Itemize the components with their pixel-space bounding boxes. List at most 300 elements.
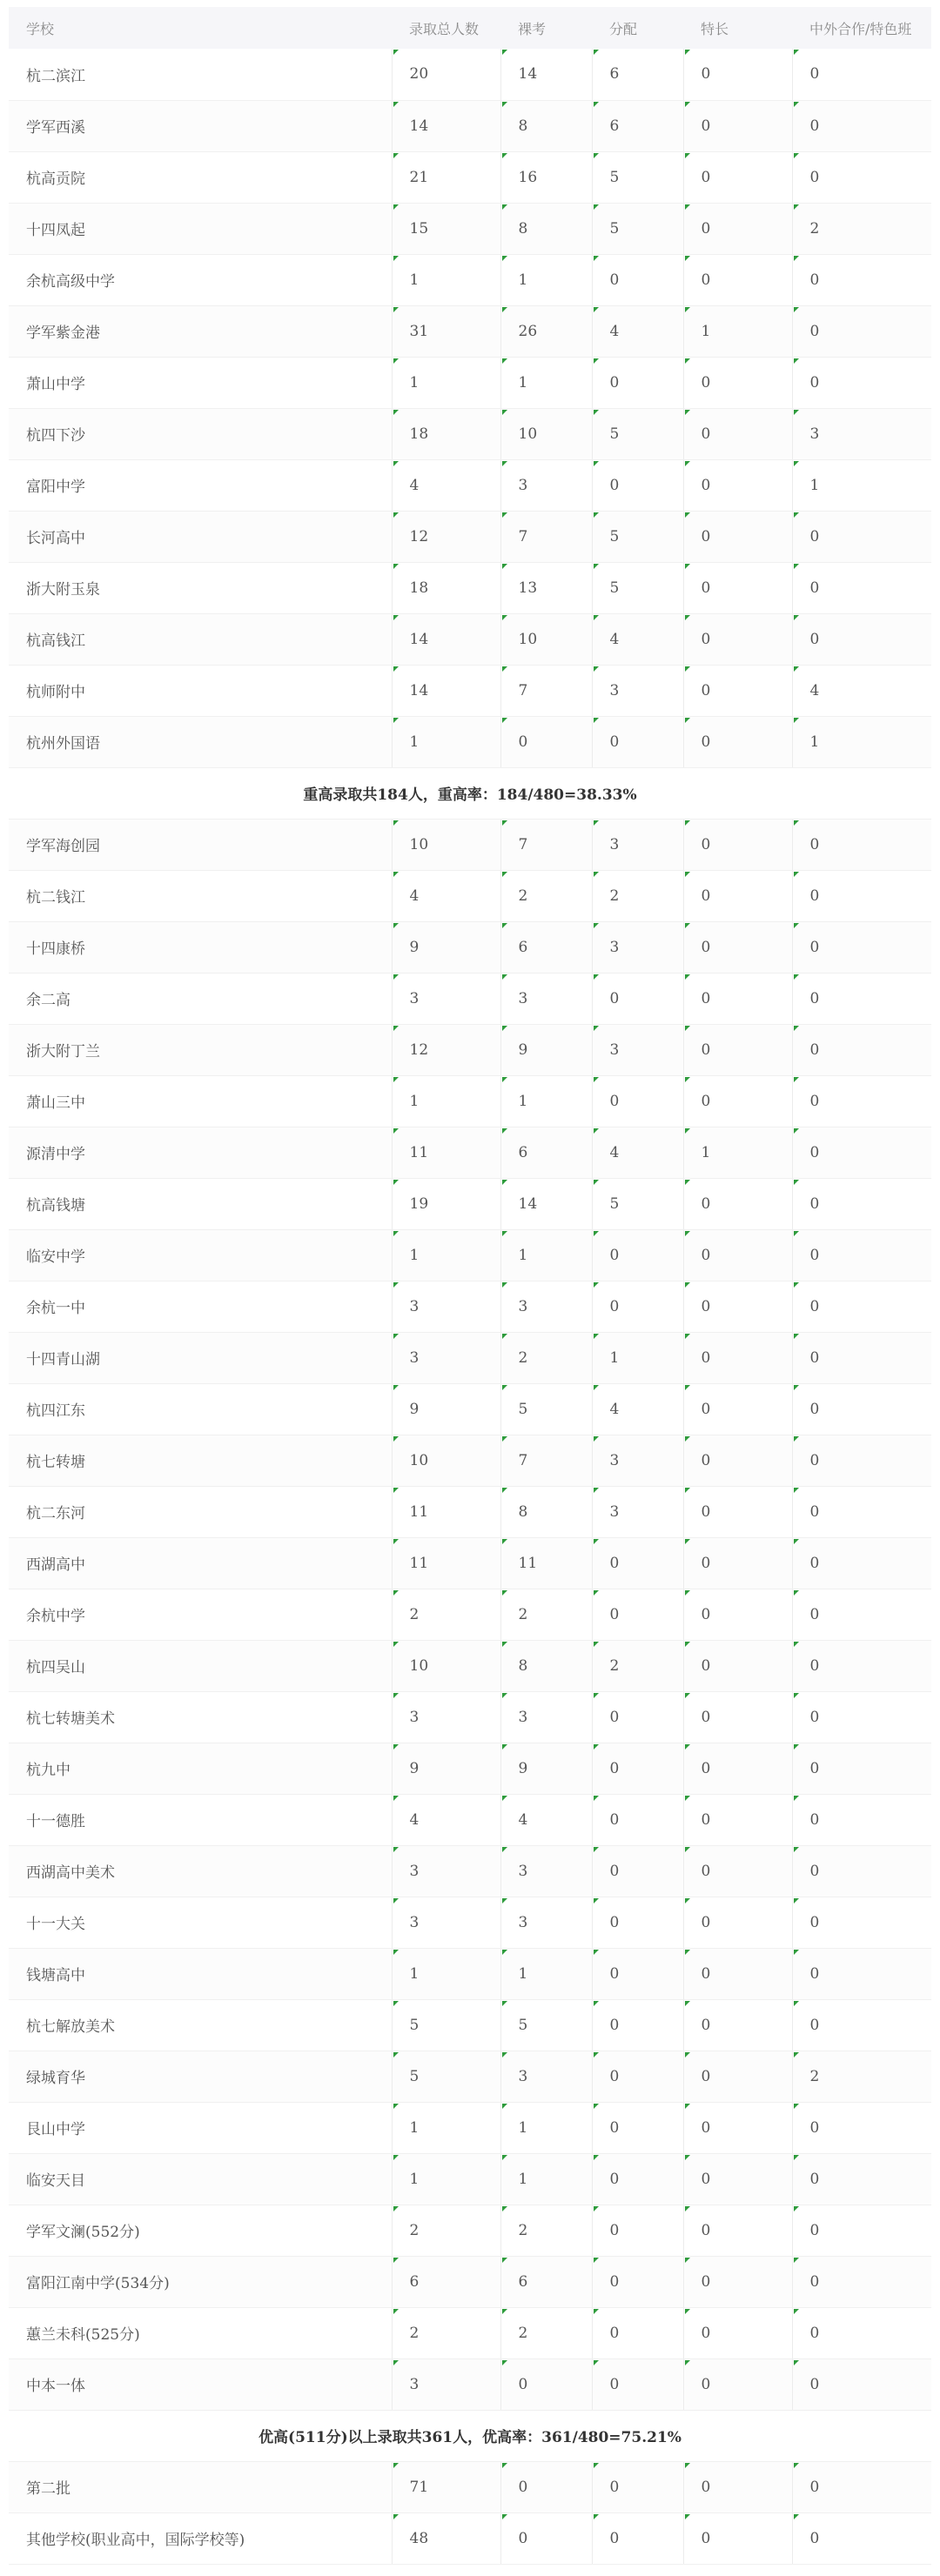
header-row — [9, 7, 931, 49]
cell-specialty: 0 — [683, 1589, 792, 1640]
cell-special-class: 0 — [792, 1075, 931, 1127]
cell-allocation: 5 — [592, 203, 683, 254]
cell-total: 9 — [392, 1383, 500, 1435]
table-row — [9, 870, 931, 921]
cell-allocation: 5 — [592, 408, 683, 459]
cell-specialty: 0 — [683, 2359, 792, 2410]
cell-exam: 7 — [500, 511, 592, 562]
cell-special-class: 0 — [792, 1537, 931, 1589]
cell-special-class: 0 — [792, 2153, 931, 2205]
cell-special-class: 0 — [792, 562, 931, 613]
cell-school: 浙大附玉泉 — [9, 562, 392, 613]
cell-allocation: 0 — [592, 1794, 683, 1845]
cell-allocation: 6 — [592, 49, 683, 100]
cell-specialty: 0 — [683, 1486, 792, 1537]
cell-allocation: 0 — [592, 459, 683, 511]
cell-exam: 3 — [500, 2051, 592, 2102]
cell-special-class: 0 — [792, 1897, 931, 1948]
cell-allocation: 0 — [592, 2512, 683, 2564]
cell-specialty: 0 — [683, 973, 792, 1024]
table-row — [9, 1281, 931, 1332]
cell-special-class: 0 — [792, 49, 931, 100]
cell-allocation: 0 — [592, 973, 683, 1024]
cell-total: 6 — [392, 2256, 500, 2307]
cell-school: 十四青山湖 — [9, 1332, 392, 1383]
cell-total: 10 — [392, 1435, 500, 1486]
cell-allocation: 0 — [592, 1589, 683, 1640]
cell-special-class: 0 — [792, 305, 931, 357]
cell-school: 余杭中学 — [9, 1589, 392, 1640]
cell-special-class: 0 — [792, 2359, 931, 2410]
cell-exam: 0 — [500, 2512, 592, 2564]
table-row — [9, 819, 931, 870]
cell-exam: 3 — [500, 459, 592, 511]
cell-allocation: 5 — [592, 562, 683, 613]
cell-school: 杭州外国语 — [9, 716, 392, 767]
table-row — [9, 459, 931, 511]
cell-total: 3 — [392, 2359, 500, 2410]
table-row — [9, 305, 931, 357]
cell-school: 萧山中学 — [9, 357, 392, 408]
cell-total: 31 — [392, 305, 500, 357]
cell-total: 12 — [392, 1024, 500, 1075]
cell-allocation: 0 — [592, 1948, 683, 1999]
cell-total: 4 — [392, 459, 500, 511]
cell-special-class: 0 — [792, 1640, 931, 1691]
cell-allocation: 5 — [592, 151, 683, 203]
cell-exam: 2 — [500, 2307, 592, 2359]
cell-school: 富阳江南中学(534分) — [9, 2256, 392, 2307]
table-row — [9, 357, 931, 408]
cell-specialty: 0 — [683, 100, 792, 151]
cell-specialty: 0 — [683, 1948, 792, 1999]
cell-specialty: 0 — [683, 665, 792, 716]
cell-specialty: 0 — [683, 1435, 792, 1486]
cell-exam: 11 — [500, 1537, 592, 1589]
header-school: 学校 — [26, 20, 55, 37]
cell-exam: 7 — [500, 819, 592, 870]
cell-allocation: 5 — [592, 1178, 683, 1229]
cell-allocation: 0 — [592, 2153, 683, 2205]
cell-school: 其他学校(职业高中，国际学校等) — [9, 2512, 392, 2564]
cell-special-class: 0 — [792, 1743, 931, 1794]
table-row — [9, 1640, 931, 1691]
cell-exam: 0 — [500, 2359, 592, 2410]
table-row — [9, 1743, 931, 1794]
table-row — [9, 151, 931, 203]
cell-school: 富阳中学 — [9, 459, 392, 511]
cell-allocation: 6 — [592, 100, 683, 151]
cell-exam: 8 — [500, 1486, 592, 1537]
cell-special-class: 0 — [792, 613, 931, 665]
cell-school: 余杭高级中学 — [9, 254, 392, 305]
cell-exam: 3 — [500, 1845, 592, 1897]
cell-total: 48 — [392, 2512, 500, 2564]
cell-exam: 5 — [500, 1999, 592, 2051]
cell-specialty: 0 — [683, 203, 792, 254]
cell-allocation: 0 — [592, 1897, 683, 1948]
cell-total: 2 — [392, 2205, 500, 2256]
cell-exam: 1 — [500, 1075, 592, 1127]
summary-row — [9, 767, 931, 819]
summary-text: 优高(511分)以上录取共361人，优高率：361/480=75.21% — [9, 2410, 931, 2461]
cell-special-class: 0 — [792, 357, 931, 408]
table-row — [9, 1691, 931, 1743]
cell-total: 2 — [392, 2307, 500, 2359]
cell-specialty: 0 — [683, 2102, 792, 2153]
cell-exam: 1 — [500, 1948, 592, 1999]
cell-allocation: 3 — [592, 1486, 683, 1537]
cell-allocation: 4 — [592, 613, 683, 665]
cell-specialty: 1 — [683, 1127, 792, 1178]
cell-total: 1 — [392, 2153, 500, 2205]
cell-school: 十一德胜 — [9, 1794, 392, 1845]
summary-text: 重高录取共184人，重高率：184/480=38.33% — [9, 767, 931, 819]
cell-exam: 10 — [500, 613, 592, 665]
cell-allocation: 0 — [592, 2359, 683, 2410]
cell-specialty: 0 — [683, 1075, 792, 1127]
cell-exam: 8 — [500, 1640, 592, 1691]
cell-total: 10 — [392, 1640, 500, 1691]
cell-specialty: 0 — [683, 2512, 792, 2564]
cell-allocation: 0 — [592, 2205, 683, 2256]
table-row — [9, 1794, 931, 1845]
cell-specialty: 0 — [683, 1845, 792, 1897]
cell-exam: 3 — [500, 1897, 592, 1948]
cell-special-class: 0 — [792, 1948, 931, 1999]
cell-total: 14 — [392, 665, 500, 716]
cell-special-class: 0 — [792, 1332, 931, 1383]
table-row — [9, 665, 931, 716]
cell-exam: 9 — [500, 1743, 592, 1794]
cell-allocation: 0 — [592, 357, 683, 408]
cell-school: 蕙兰未科(525分) — [9, 2307, 392, 2359]
cell-exam: 0 — [500, 716, 592, 767]
cell-school: 杭七转塘美术 — [9, 1691, 392, 1743]
table-row — [9, 921, 931, 973]
cell-special-class: 0 — [792, 1281, 931, 1332]
cell-special-class: 0 — [792, 1794, 931, 1845]
table-row — [9, 2359, 931, 2410]
cell-allocation: 0 — [592, 1537, 683, 1589]
cell-allocation: 0 — [592, 1743, 683, 1794]
cell-specialty: 0 — [683, 716, 792, 767]
cell-school: 杭七解放美术 — [9, 1999, 392, 2051]
table-row — [9, 2051, 931, 2102]
cell-specialty: 0 — [683, 921, 792, 973]
cell-total: 11 — [392, 1127, 500, 1178]
cell-school: 第二批 — [9, 2461, 392, 2512]
cell-allocation: 0 — [592, 1281, 683, 1332]
cell-total: 12 — [392, 511, 500, 562]
cell-school: 中本一体 — [9, 2359, 392, 2410]
cell-specialty: 0 — [683, 2256, 792, 2307]
cell-school: 余二高 — [9, 973, 392, 1024]
cell-special-class: 0 — [792, 1178, 931, 1229]
cell-total: 71 — [392, 2461, 500, 2512]
cell-allocation: 0 — [592, 254, 683, 305]
cell-special-class: 0 — [792, 2461, 931, 2512]
cell-exam: 6 — [500, 921, 592, 973]
cell-school: 学军海创园 — [9, 819, 392, 870]
cell-school: 学军文澜(552分) — [9, 2205, 392, 2256]
cell-specialty: 0 — [683, 613, 792, 665]
cell-total: 18 — [392, 408, 500, 459]
cell-specialty: 0 — [683, 1178, 792, 1229]
cell-specialty: 0 — [683, 1743, 792, 1794]
cell-exam: 2 — [500, 1589, 592, 1640]
cell-allocation: 5 — [592, 511, 683, 562]
cell-specialty: 0 — [683, 1332, 792, 1383]
cell-allocation: 0 — [592, 1691, 683, 1743]
cell-specialty: 0 — [683, 562, 792, 613]
cell-total: 11 — [392, 1537, 500, 1589]
cell-exam: 7 — [500, 665, 592, 716]
cell-school: 十一大关 — [9, 1897, 392, 1948]
cell-allocation: 0 — [592, 2051, 683, 2102]
cell-school: 余杭一中 — [9, 1281, 392, 1332]
cell-specialty: 0 — [683, 49, 792, 100]
table-row — [9, 1075, 931, 1127]
cell-school: 艮山中学 — [9, 2102, 392, 2153]
cell-specialty: 0 — [683, 1897, 792, 1948]
cell-special-class: 0 — [792, 2307, 931, 2359]
table-row — [9, 1435, 931, 1486]
cell-specialty: 0 — [683, 2307, 792, 2359]
cell-special-class: 0 — [792, 511, 931, 562]
cell-allocation: 0 — [592, 2102, 683, 2153]
cell-allocation: 3 — [592, 665, 683, 716]
cell-total: 3 — [392, 1332, 500, 1383]
cell-total: 3 — [392, 1281, 500, 1332]
table-row — [9, 2512, 931, 2564]
cell-total: 1 — [392, 1075, 500, 1127]
cell-exam: 8 — [500, 203, 592, 254]
table-row — [9, 613, 931, 665]
cell-special-class: 0 — [792, 1845, 931, 1897]
cell-total: 4 — [392, 1794, 500, 1845]
cell-exam: 6 — [500, 2256, 592, 2307]
header-total: 录取总人数 — [409, 20, 480, 37]
cell-school: 萧山三中 — [9, 1075, 392, 1127]
cell-specialty: 0 — [683, 357, 792, 408]
table-row — [9, 2102, 931, 2153]
cell-school: 学军西溪 — [9, 100, 392, 151]
cell-special-class: 0 — [792, 254, 931, 305]
cell-specialty: 0 — [683, 1537, 792, 1589]
cell-school: 杭四江东 — [9, 1383, 392, 1435]
cell-specialty: 0 — [683, 1640, 792, 1691]
cell-school: 杭高钱江 — [9, 613, 392, 665]
cell-exam: 2 — [500, 1332, 592, 1383]
cell-allocation: 1 — [592, 1332, 683, 1383]
cell-total: 14 — [392, 100, 500, 151]
cell-school: 长河高中 — [9, 511, 392, 562]
cell-allocation: 0 — [592, 716, 683, 767]
cell-total: 11 — [392, 1486, 500, 1537]
cell-allocation: 4 — [592, 1383, 683, 1435]
table-row — [9, 1999, 931, 2051]
cell-school: 源清中学 — [9, 1127, 392, 1178]
cell-allocation: 3 — [592, 921, 683, 973]
cell-school: 杭高贡院 — [9, 151, 392, 203]
cell-special-class: 0 — [792, 1435, 931, 1486]
cell-exam: 26 — [500, 305, 592, 357]
table-header — [9, 7, 931, 49]
table-row — [9, 1589, 931, 1640]
cell-special-class: 0 — [792, 819, 931, 870]
header-allocation: 分配 — [609, 20, 638, 37]
cell-total: 9 — [392, 1743, 500, 1794]
table-row — [9, 716, 931, 767]
cell-special-class: 0 — [792, 2205, 931, 2256]
cell-total: 9 — [392, 921, 500, 973]
cell-school: 十四康桥 — [9, 921, 392, 973]
cell-exam: 1 — [500, 254, 592, 305]
cell-allocation: 0 — [592, 1075, 683, 1127]
cell-school: 临安中学 — [9, 1229, 392, 1281]
cell-total: 14 — [392, 613, 500, 665]
table-row — [9, 1537, 931, 1589]
cell-special-class: 0 — [792, 1589, 931, 1640]
cell-exam: 2 — [500, 870, 592, 921]
table-row — [9, 408, 931, 459]
cell-total: 1 — [392, 716, 500, 767]
table-row — [9, 562, 931, 613]
cell-specialty: 0 — [683, 1691, 792, 1743]
cell-school: 浙大附丁兰 — [9, 1024, 392, 1075]
cell-special-class: 4 — [792, 665, 931, 716]
cell-school: 西湖高中 — [9, 1537, 392, 1589]
cell-specialty: 0 — [683, 2051, 792, 2102]
cell-total: 1 — [392, 1229, 500, 1281]
admission-table — [9, 7, 931, 2565]
cell-exam: 8 — [500, 100, 592, 151]
cell-specialty: 0 — [683, 1281, 792, 1332]
cell-allocation: 3 — [592, 819, 683, 870]
table-row — [9, 1845, 931, 1897]
cell-exam: 3 — [500, 1281, 592, 1332]
cell-special-class: 0 — [792, 1229, 931, 1281]
cell-school: 学军紫金港 — [9, 305, 392, 357]
cell-school: 杭九中 — [9, 1743, 392, 1794]
cell-exam: 13 — [500, 562, 592, 613]
cell-special-class: 0 — [792, 2512, 931, 2564]
table-row — [9, 1486, 931, 1537]
cell-allocation: 3 — [592, 1024, 683, 1075]
cell-specialty: 0 — [683, 870, 792, 921]
cell-allocation: 0 — [592, 2307, 683, 2359]
table-row — [9, 1127, 931, 1178]
cell-exam: 10 — [500, 408, 592, 459]
cell-school: 杭四吴山 — [9, 1640, 392, 1691]
table-row — [9, 2153, 931, 2205]
header-specialty: 特长 — [701, 20, 729, 37]
cell-school: 杭高钱塘 — [9, 1178, 392, 1229]
cell-total: 1 — [392, 1948, 500, 1999]
cell-exam: 14 — [500, 1178, 592, 1229]
cell-total: 5 — [392, 1999, 500, 2051]
cell-special-class: 0 — [792, 973, 931, 1024]
cell-special-class: 0 — [792, 151, 931, 203]
header-special-class: 中外合作/特色班 — [809, 20, 912, 37]
table-row — [9, 511, 931, 562]
cell-allocation: 2 — [592, 1640, 683, 1691]
cell-school: 杭二钱江 — [9, 870, 392, 921]
cell-total: 21 — [392, 151, 500, 203]
cell-special-class: 0 — [792, 2256, 931, 2307]
table-body — [9, 49, 931, 2564]
cell-specialty: 0 — [683, 1024, 792, 1075]
cell-exam: 6 — [500, 1127, 592, 1178]
cell-special-class: 0 — [792, 1127, 931, 1178]
cell-special-class: 2 — [792, 2051, 931, 2102]
cell-total: 1 — [392, 357, 500, 408]
cell-specialty: 0 — [683, 1794, 792, 1845]
cell-special-class: 0 — [792, 1024, 931, 1075]
cell-specialty: 0 — [683, 459, 792, 511]
cell-school: 杭二东河 — [9, 1486, 392, 1537]
cell-total: 3 — [392, 1897, 500, 1948]
cell-special-class: 3 — [792, 408, 931, 459]
cell-specialty: 0 — [683, 511, 792, 562]
cell-school: 绿城育华 — [9, 2051, 392, 2102]
table-row — [9, 1178, 931, 1229]
cell-total: 15 — [392, 203, 500, 254]
cell-allocation: 4 — [592, 1127, 683, 1178]
cell-allocation: 0 — [592, 2256, 683, 2307]
cell-allocation: 0 — [592, 1999, 683, 2051]
cell-special-class: 2 — [792, 203, 931, 254]
cell-specialty: 0 — [683, 1383, 792, 1435]
cell-special-class: 0 — [792, 1383, 931, 1435]
cell-school: 西湖高中美术 — [9, 1845, 392, 1897]
table-row — [9, 2307, 931, 2359]
table-row — [9, 1948, 931, 1999]
cell-exam: 2 — [500, 2205, 592, 2256]
cell-exam: 1 — [500, 357, 592, 408]
cell-specialty: 0 — [683, 2153, 792, 2205]
table-row — [9, 2205, 931, 2256]
cell-special-class: 1 — [792, 459, 931, 511]
cell-school: 杭二滨江 — [9, 49, 392, 100]
cell-total: 4 — [392, 870, 500, 921]
cell-exam: 3 — [500, 973, 592, 1024]
cell-exam: 4 — [500, 1794, 592, 1845]
cell-exam: 1 — [500, 2153, 592, 2205]
cell-specialty: 1 — [683, 305, 792, 357]
cell-total: 3 — [392, 973, 500, 1024]
cell-specialty: 0 — [683, 1229, 792, 1281]
cell-total: 18 — [392, 562, 500, 613]
cell-specialty: 0 — [683, 254, 792, 305]
cell-school: 钱塘高中 — [9, 1948, 392, 1999]
cell-special-class: 0 — [792, 870, 931, 921]
cell-allocation: 4 — [592, 305, 683, 357]
cell-specialty: 0 — [683, 1999, 792, 2051]
cell-exam: 7 — [500, 1435, 592, 1486]
cell-total: 10 — [392, 819, 500, 870]
header-exam: 裸考 — [518, 20, 547, 37]
table-row — [9, 1383, 931, 1435]
admission-table-container — [9, 7, 931, 2565]
cell-total: 1 — [392, 2102, 500, 2153]
cell-total: 2 — [392, 1589, 500, 1640]
cell-exam: 16 — [500, 151, 592, 203]
table-row — [9, 49, 931, 100]
cell-school: 杭七转塘 — [9, 1435, 392, 1486]
cell-total: 20 — [392, 49, 500, 100]
